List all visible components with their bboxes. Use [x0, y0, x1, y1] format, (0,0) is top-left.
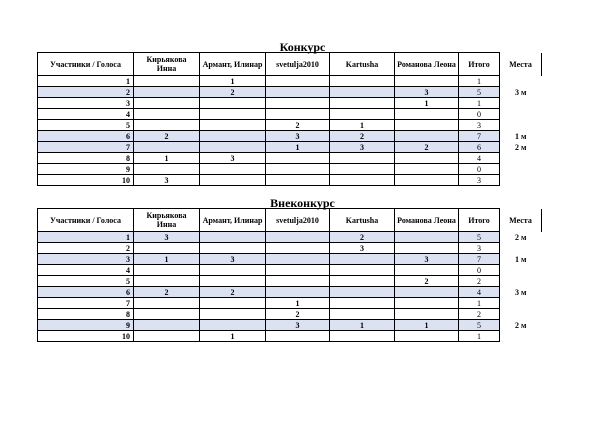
vote-cell: [266, 243, 330, 254]
vote-cell: [200, 131, 266, 142]
vote-cell: [266, 287, 330, 298]
vote-cell: [200, 309, 266, 320]
vote-cell: 3: [200, 254, 266, 265]
vote-cell: [330, 175, 395, 186]
vote-cell: 2: [200, 87, 266, 98]
total-cell: 7: [459, 131, 500, 142]
vote-cell: 1: [200, 76, 266, 87]
column-header: Кирьякова Инна: [134, 53, 200, 76]
vote-cell: [395, 232, 459, 243]
table-row: [38, 98, 542, 109]
vote-cell: 1: [395, 320, 459, 331]
vote-cell: 3: [330, 142, 395, 153]
vote-cell: [330, 276, 395, 287]
participant-number: 6: [38, 287, 134, 298]
vote-cell: [200, 109, 266, 120]
table-row: [38, 109, 542, 120]
vote-cell: [266, 153, 330, 164]
vote-cell: [330, 254, 395, 265]
place-cell: [500, 298, 542, 309]
vote-cell: [330, 309, 395, 320]
participant-number: 1: [38, 232, 134, 243]
place-cell: 2 м: [500, 232, 542, 243]
place-cell: 2 м: [500, 142, 542, 153]
participant-number: 8: [38, 309, 134, 320]
noncontest-table: [37, 208, 542, 342]
total-cell: 7: [459, 254, 500, 265]
vote-cell: [395, 298, 459, 309]
total-cell: 5: [459, 320, 500, 331]
noncontest-title: Внеконкурс: [270, 196, 335, 210]
vote-cell: 1: [134, 254, 200, 265]
vote-cell: 3: [395, 254, 459, 265]
vote-cell: 3: [134, 175, 200, 186]
vote-cell: [134, 164, 200, 175]
place-cell: 3 м: [500, 87, 542, 98]
vote-cell: 3: [266, 320, 330, 331]
participant-number: 9: [38, 164, 134, 175]
table-row: [38, 243, 542, 254]
vote-cell: [200, 120, 266, 131]
vote-cell: [330, 287, 395, 298]
total-cell: 4: [459, 287, 500, 298]
column-header: Армант, Илинар: [200, 53, 266, 76]
vote-cell: [200, 243, 266, 254]
total-cell: 3: [459, 175, 500, 186]
vote-cell: [134, 298, 200, 309]
column-header: Итого: [459, 53, 500, 76]
place-cell: [500, 153, 542, 164]
total-cell: 1: [459, 98, 500, 109]
vote-cell: [266, 254, 330, 265]
participant-number: 4: [38, 109, 134, 120]
vote-cell: 2: [134, 287, 200, 298]
vote-cell: [395, 120, 459, 131]
participant-number: 7: [38, 142, 134, 153]
table-row: [38, 287, 542, 298]
total-cell: 0: [459, 164, 500, 175]
vote-cell: [395, 243, 459, 254]
vote-cell: [330, 153, 395, 164]
vote-cell: [134, 98, 200, 109]
vote-cell: [134, 109, 200, 120]
vote-cell: [266, 175, 330, 186]
vote-cell: [266, 265, 330, 276]
vote-cell: 2: [395, 276, 459, 287]
vote-cell: [134, 76, 200, 87]
place-cell: 1 м: [500, 254, 542, 265]
total-cell: 6: [459, 142, 500, 153]
participant-number: 3: [38, 98, 134, 109]
vote-cell: 3: [395, 87, 459, 98]
vote-cell: 2: [395, 142, 459, 153]
vote-cell: [134, 309, 200, 320]
vote-cell: [266, 164, 330, 175]
table-row: [38, 153, 542, 164]
vote-cell: 1: [134, 153, 200, 164]
place-cell: [500, 164, 542, 175]
total-cell: 3: [459, 120, 500, 131]
total-cell: 0: [459, 109, 500, 120]
table-row: [38, 175, 542, 186]
place-cell: [500, 309, 542, 320]
places-header: Места: [500, 209, 542, 232]
vote-cell: [200, 98, 266, 109]
vote-cell: 2: [134, 131, 200, 142]
vote-cell: 2: [266, 120, 330, 131]
vote-cell: [200, 265, 266, 276]
table-row: [38, 298, 542, 309]
vote-cell: [330, 76, 395, 87]
vote-cell: [200, 175, 266, 186]
total-cell: 4: [459, 153, 500, 164]
vote-cell: [134, 276, 200, 287]
vote-cell: 1: [266, 298, 330, 309]
participant-number: 7: [38, 298, 134, 309]
vote-cell: 3: [330, 243, 395, 254]
vote-cell: [266, 276, 330, 287]
vote-cell: [395, 331, 459, 342]
vote-cell: 1: [330, 120, 395, 131]
vote-cell: [395, 265, 459, 276]
vote-cell: [330, 164, 395, 175]
table-row: [38, 232, 542, 243]
participant-number: 10: [38, 331, 134, 342]
vote-cell: [200, 276, 266, 287]
vote-cell: [266, 232, 330, 243]
vote-cell: [134, 87, 200, 98]
total-cell: 5: [459, 87, 500, 98]
vote-cell: [266, 87, 330, 98]
column-header: Романова Леона: [395, 53, 459, 76]
place-cell: [500, 109, 542, 120]
vote-cell: [266, 98, 330, 109]
participant-number: 4: [38, 265, 134, 276]
column-header: Участники / Голоса: [38, 209, 134, 232]
total-cell: 1: [459, 331, 500, 342]
total-cell: 1: [459, 298, 500, 309]
participant-number: 2: [38, 87, 134, 98]
total-cell: 1: [459, 76, 500, 87]
participant-number: 6: [38, 131, 134, 142]
vote-cell: [330, 298, 395, 309]
place-cell: 2 м: [500, 320, 542, 331]
column-header: Kartusha: [330, 53, 395, 76]
vote-cell: [200, 232, 266, 243]
column-header: svetulja2010: [266, 209, 330, 232]
vote-cell: [395, 131, 459, 142]
place-cell: [500, 265, 542, 276]
vote-cell: 1: [200, 331, 266, 342]
vote-cell: [395, 109, 459, 120]
vote-cell: 1: [266, 142, 330, 153]
vote-cell: 1: [395, 98, 459, 109]
table-row: [38, 331, 542, 342]
vote-cell: [266, 109, 330, 120]
vote-cell: [395, 164, 459, 175]
table-row: [38, 76, 542, 87]
vote-cell: [330, 265, 395, 276]
place-cell: [500, 98, 542, 109]
vote-cell: [266, 76, 330, 87]
participant-number: 1: [38, 76, 134, 87]
table-row: [38, 164, 542, 175]
vote-cell: [200, 142, 266, 153]
vote-cell: [330, 98, 395, 109]
contest-title: Конкурс: [279, 40, 326, 54]
total-cell: 2: [459, 276, 500, 287]
table-row: [38, 142, 542, 153]
table-header-row: [38, 209, 542, 232]
vote-cell: [330, 331, 395, 342]
vote-cell: [330, 87, 395, 98]
place-cell: [500, 276, 542, 287]
table-row: [38, 320, 542, 331]
vote-cell: [134, 331, 200, 342]
vote-cell: [200, 298, 266, 309]
column-header: svetulja2010: [266, 53, 330, 76]
place-cell: 3 м: [500, 287, 542, 298]
table-row: [38, 254, 542, 265]
vote-cell: [134, 320, 200, 331]
column-header: Армант, Илинар: [200, 209, 266, 232]
vote-cell: [134, 120, 200, 131]
participant-number: 5: [38, 120, 134, 131]
vote-cell: [330, 109, 395, 120]
column-header: Итого: [459, 209, 500, 232]
table-row: [38, 120, 542, 131]
vote-cell: 1: [330, 320, 395, 331]
total-cell: 5: [459, 232, 500, 243]
vote-cell: [395, 153, 459, 164]
vote-cell: 3: [134, 232, 200, 243]
vote-cell: 3: [266, 131, 330, 142]
vote-cell: [200, 320, 266, 331]
vote-cell: [395, 76, 459, 87]
vote-cell: [395, 309, 459, 320]
total-cell: 2: [459, 309, 500, 320]
places-header: Места: [500, 53, 542, 76]
participant-number: 2: [38, 243, 134, 254]
column-header: Кирьякова Инна: [134, 209, 200, 232]
total-cell: 0: [459, 265, 500, 276]
place-cell: [500, 175, 542, 186]
participant-number: 5: [38, 276, 134, 287]
table-row: [38, 309, 542, 320]
participant-number: 3: [38, 254, 134, 265]
vote-cell: [134, 243, 200, 254]
total-cell: 3: [459, 243, 500, 254]
vote-cell: [134, 142, 200, 153]
place-cell: 1 м: [500, 131, 542, 142]
column-header: Kartusha: [330, 209, 395, 232]
table-row: [38, 265, 542, 276]
participant-number: 8: [38, 153, 134, 164]
table-row: [38, 276, 542, 287]
column-header: Романова Леона: [395, 209, 459, 232]
vote-cell: 2: [200, 287, 266, 298]
vote-cell: 2: [266, 309, 330, 320]
vote-cell: 3: [200, 153, 266, 164]
column-header: Участники / Голоса: [38, 53, 134, 76]
place-cell: [500, 331, 542, 342]
place-cell: [500, 120, 542, 131]
vote-cell: 2: [330, 232, 395, 243]
place-cell: [500, 76, 542, 87]
contest-table: [37, 52, 542, 186]
vote-cell: [134, 265, 200, 276]
place-cell: [500, 243, 542, 254]
vote-cell: 2: [330, 131, 395, 142]
participant-number: 9: [38, 320, 134, 331]
vote-cell: [395, 287, 459, 298]
vote-cell: [395, 175, 459, 186]
table-header-row: [38, 53, 542, 76]
participant-number: 10: [38, 175, 134, 186]
vote-cell: [266, 331, 330, 342]
table-row: [38, 87, 542, 98]
table-row: [38, 131, 542, 142]
vote-cell: [200, 164, 266, 175]
